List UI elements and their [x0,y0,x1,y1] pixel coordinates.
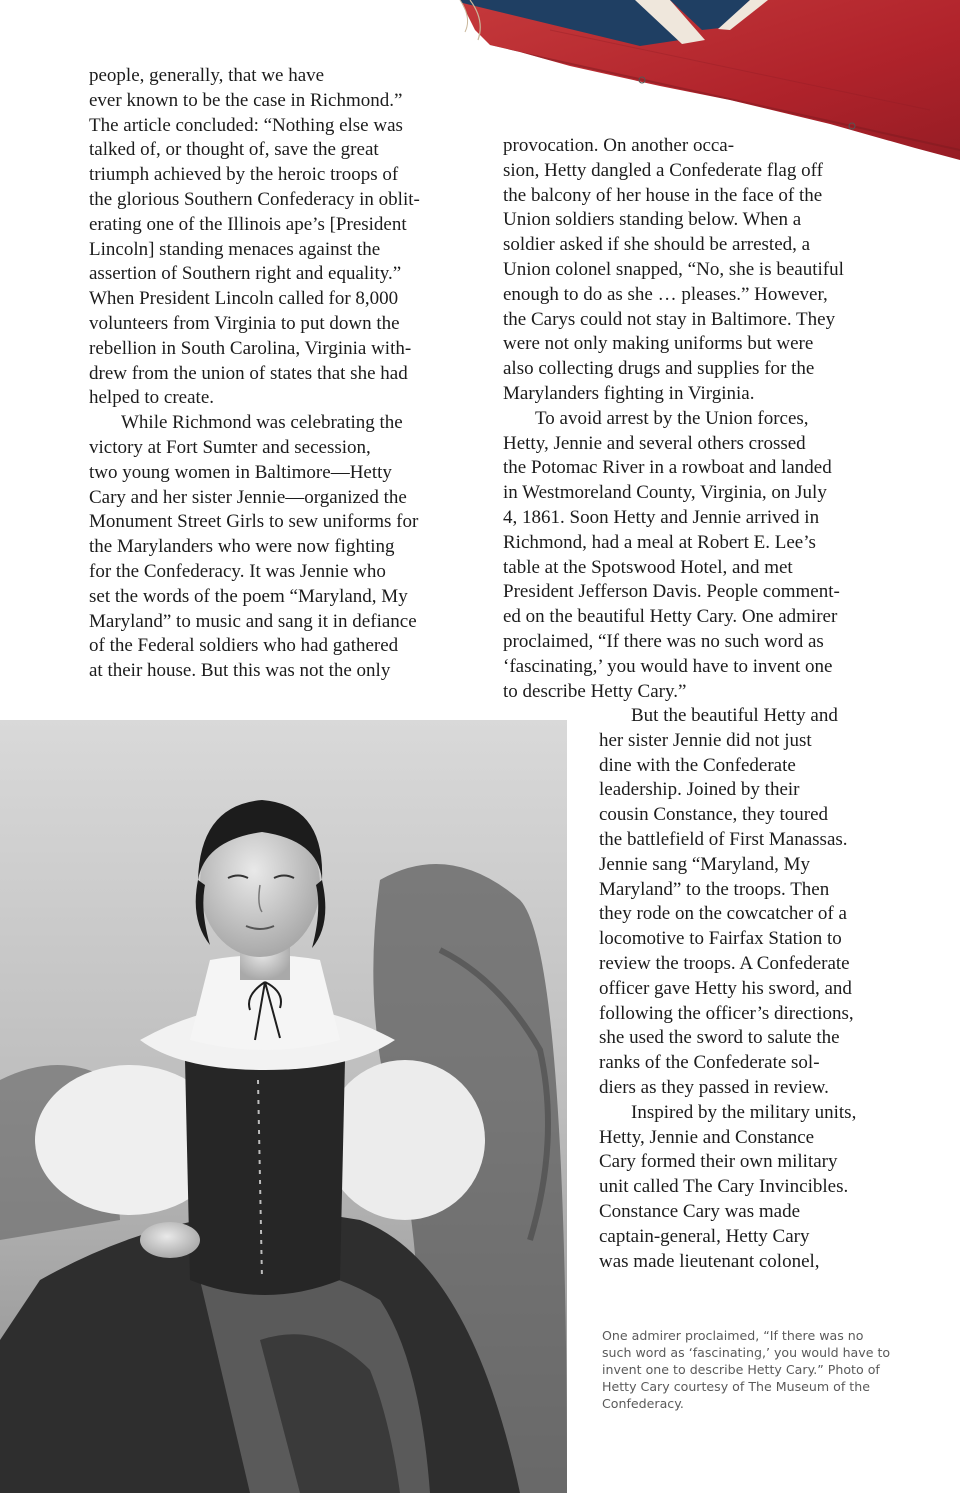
article-column-left [89,64,469,684]
text-line: in Westmoreland County, Virginia, on July [503,482,827,504]
text-line: people, generally, that we have [89,65,325,86]
text-line: set the words of the poem “Maryland, My [89,585,408,607]
text-line: Cary formed their own military [599,1151,838,1173]
text-line: following the officer’s directions, [599,1002,854,1024]
text-line: table at the Spotswood Hotel, and met [503,556,793,578]
text-line: provocation. On another occa- [503,135,735,156]
text-line: also collecting drugs and supplies for the [503,358,815,380]
text-line: sion, Hetty dangled a Confederate flag off [503,159,823,181]
text-line: were not only making uniforms but were [503,333,814,355]
text-line: the balcony of her house in the face of the [503,184,823,206]
text-line: locomotive to Fairfax Station to [599,928,842,950]
text-line: review the troops. A Confederate [599,952,850,974]
text-line: Hetty, Jennie and several others crossed [503,432,806,454]
text-line: erating one of the Illinois ape’s [President [89,213,407,235]
text-line: assertion of Southern right and equality.” [89,263,402,285]
text-line: Union colonel snapped, “No, she is beautiful [503,258,844,280]
text-line: the glorious Southern Confederacy in oblit- [89,188,420,210]
text-line: the Potomac River in a rowboat and landed [503,457,832,479]
text-line: unit called The Cary Invincibles. [599,1176,849,1198]
text-line: Cary and her sister Jennie—organized the [89,486,407,508]
text-line: Constance Cary was made [599,1200,801,1222]
text-line: But the beautiful Hetty and [631,705,838,726]
text-line: Maryland” to music and sang it in defiance [89,610,417,632]
text-line: soldier asked if she should be arrested, a [503,234,811,256]
text-line: her sister Jennie did not just [599,729,812,751]
text-line: the battlefield of First Manassas. [599,828,848,850]
text-line: ever known to be the case in Richmond.” [89,89,403,111]
text-line: two young women in Baltimore—Hetty [89,461,392,483]
text-line: dine with the Confederate [599,754,796,776]
photo-caption [602,1327,902,1412]
text-line: 4, 1861. Soon Hetty and Jennie arrived in [503,506,820,528]
caption-line: Confederacy. [602,1396,684,1411]
text-line: enough to do as she … pleases.” However, [503,283,828,305]
text-line: Jennie sang “Maryland, My [599,853,811,875]
text-line: she used the sword to salute the [599,1027,840,1049]
text-line: the Carys could not stay in Baltimore. They [503,308,836,330]
caption-line: Hetty Cary courtesy of The Museum of the [602,1379,870,1394]
text-line: triumph achieved by the heroic troops of [89,164,399,186]
text-line: diers as they passed in review. [599,1076,829,1098]
text-line: volunteers from Virginia to put down the [89,312,400,334]
text-line: for the Confederacy. It was Jennie who [89,560,386,582]
text-line: leadership. Joined by their [599,779,800,801]
hetty-cary-portrait-photo [0,720,567,1493]
text-line: talked of, or thought of, save the great [89,139,379,161]
text-line: Lincoln] standing menaces against the [89,238,381,260]
text-line: Richmond, had a meal at Robert E. Lee’s [503,531,816,553]
text-line: The article concluded: “Nothing else was [89,114,403,136]
text-line: Inspired by the military units, [631,1101,857,1123]
text-line: victory at Fort Sumter and secession, [89,436,371,458]
caption-line: invent one to describe Hetty Cary.” Photo of [602,1362,880,1377]
text-line: at their house. But this was not the only [89,660,391,682]
text-line: cousin Constance, they toured [599,804,829,826]
text-line: rebellion in South Carolina, Virginia with- [89,337,412,359]
text-line: To avoid arrest by the Union forces, [535,407,809,429]
text-line: to describe Hetty Cary.” [503,680,687,702]
text-line: they rode on the cowcatcher of a [599,903,847,925]
text-line: Marylanders fighting in Virginia. [503,382,755,404]
text-line: officer gave Hetty his sword, and [599,977,852,999]
text-line: was made lieutenant colonel, [599,1250,820,1272]
text-line: While Richmond was celebrating the [121,412,403,434]
text-line: ed on the beautiful Hetty Cary. One admirer [503,606,838,628]
text-line: drew from the union of states that she had [89,362,408,384]
caption-line: One admirer proclaimed, “If there was no [602,1328,864,1343]
text-line: of the Federal soldiers who had gathered [89,635,399,657]
text-line: captain-general, Hetty Cary [599,1225,810,1247]
text-line: ranks of the Confederate sol- [599,1052,820,1074]
text-line: the Marylanders who were now fighting [89,536,395,558]
text-line: Monument Street Girls to sew uniforms for [89,511,419,533]
text-line: Union soldiers standing below. When a [503,209,802,231]
text-line: Maryland” to the troops. Then [599,878,830,900]
text-line: ‘fascinating,’ you would have to invent one [503,655,833,677]
text-line: When President Lincoln called for 8,000 [89,288,399,310]
text-line: President Jefferson Davis. People comment- [503,581,840,603]
text-line: Hetty, Jennie and Constance [599,1126,815,1148]
article-column-right-narrow [599,704,899,1274]
caption-line: such word as ‘fascinating,’ you would have to [602,1345,891,1360]
article-column-right [503,134,898,704]
text-line: helped to create. [89,387,215,409]
text-line: proclaimed, “If there was no such word as [503,630,824,652]
